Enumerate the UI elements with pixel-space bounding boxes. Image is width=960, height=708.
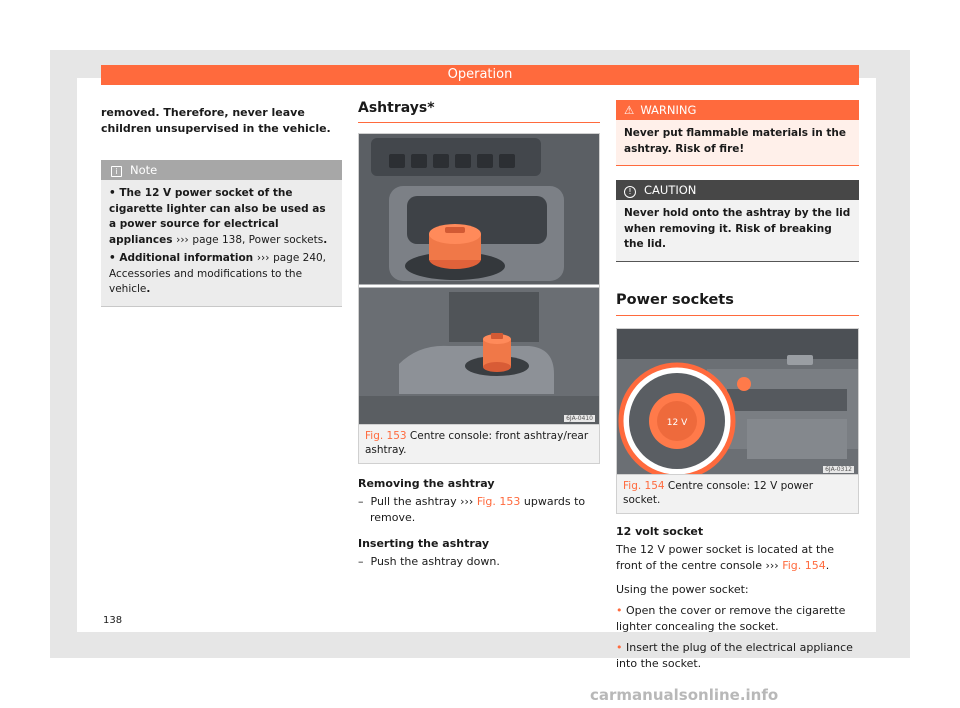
note-item-2-link[interactable]: page 240, Accessories and modifications to the vehicle <box>109 252 327 295</box>
remove-step-text: Pull the ashtray <box>370 495 457 508</box>
figure-154 <box>616 328 859 475</box>
page-header: Operation <box>101 65 859 85</box>
note-item-1: • The 12 V power socket of the cigarette lighter can also be used as a power source for electrical appliances ››› page 138, Power sockets. <box>109 187 328 246</box>
ref-arrows: ››› <box>460 495 474 508</box>
bullet-icon: • <box>109 187 116 199</box>
remove-step-tail: upwards to remove. <box>370 495 586 524</box>
column-left <box>101 100 342 307</box>
socket-paragraph: The 12 V power socket is located at the front of the centre console ››› Fig. 154. <box>616 542 835 572</box>
remove-step <box>358 494 600 526</box>
ref-arrows: ››› <box>765 558 779 572</box>
figure-caption-154 <box>616 475 859 514</box>
warning-header <box>616 100 859 120</box>
bullet-icon: • <box>616 603 623 617</box>
remove-heading: Removing the ashtray <box>358 477 495 490</box>
note-item-1-link[interactable]: page 138, Power sockets <box>192 233 324 246</box>
figure-label: Fig. 153 <box>365 430 407 442</box>
figure-label: Fig. 154 <box>623 479 665 492</box>
watermark: carmanualsonline.info <box>590 686 779 704</box>
column-middle <box>358 100 600 570</box>
warning-box <box>616 100 859 166</box>
warning-text: Never put flammable materials in the ashtray. Risk of fire! <box>624 127 846 155</box>
using-text: Using the power socket: <box>616 582 749 596</box>
note-body <box>101 180 342 306</box>
figure-153 <box>358 133 600 425</box>
fig-153-link[interactable]: Fig. 153 <box>476 495 521 508</box>
ref-arrows: ››› <box>176 233 189 246</box>
socket-step-2-text: Insert the plug of the electrical appliance into the socket. <box>616 640 853 670</box>
socket-step-1 <box>616 603 859 635</box>
figure-caption-text: Centre console: front ashtray/rear ashtray. <box>365 430 589 456</box>
info-icon: i <box>111 166 122 177</box>
note-item-2: • Additional information ››› page 240, Accessories and modifications to the vehicle. <box>109 252 327 295</box>
figure-id: 6JA-0410 <box>566 415 593 422</box>
insert-heading: Inserting the ashtray <box>358 537 490 550</box>
socket-paragraph-text: The 12 V power socket is located at the front of the centre console <box>616 542 835 572</box>
dash-bullet: – <box>358 495 364 508</box>
note-label: Note <box>130 163 158 177</box>
caution-circle-icon: ! <box>624 186 636 198</box>
bullet-icon: • <box>109 252 116 264</box>
intro-text: removed. Therefore, never leave children unsupervised in the vehicle. <box>101 106 331 135</box>
ashtray-photo <box>359 134 599 424</box>
ref-arrows: ››› <box>256 252 270 264</box>
note-box <box>101 160 342 307</box>
caution-text: Never hold onto the ashtray by the lid when removing it. Risk of breaking the lid. <box>624 207 851 250</box>
section-title-power-sockets: Power sockets <box>616 292 859 316</box>
caution-label: CAUTION <box>644 183 697 197</box>
socket-step-1-text: Open the cover or remove the cigarette lighter concealing the socket. <box>616 603 846 633</box>
dash-bullet: – <box>358 555 364 568</box>
figure-caption-text: Centre console: 12 V power socket. <box>623 479 814 506</box>
figure-caption-153 <box>358 425 600 464</box>
fig-154-link[interactable]: Fig. 154 <box>782 558 826 572</box>
socket-subheading: 12 volt socket <box>616 524 704 538</box>
figure-id: 6JA-0312 <box>825 465 852 473</box>
bullet-icon: • <box>616 640 623 654</box>
power-socket-photo <box>617 329 858 474</box>
insert-step <box>358 554 600 570</box>
socket-step-2 <box>616 640 859 672</box>
note-item-2-text: Additional information <box>119 252 254 264</box>
note-item-1-text: The 12 V power socket of the cigarette lighter can also be used as a power source for electrical appliances <box>109 187 326 246</box>
socket-label: 12 V <box>666 417 688 428</box>
section-title-ashtrays: Ashtrays* <box>358 100 600 123</box>
caution-header <box>616 180 859 200</box>
column-right <box>616 100 859 672</box>
note-header <box>101 160 342 180</box>
warning-triangle-icon: ⚠ <box>624 103 635 117</box>
caution-box <box>616 180 859 262</box>
insert-step-text: Push the ashtray down. <box>370 555 500 568</box>
warning-label: WARNING <box>640 103 697 117</box>
page-number: 138 <box>103 615 123 626</box>
